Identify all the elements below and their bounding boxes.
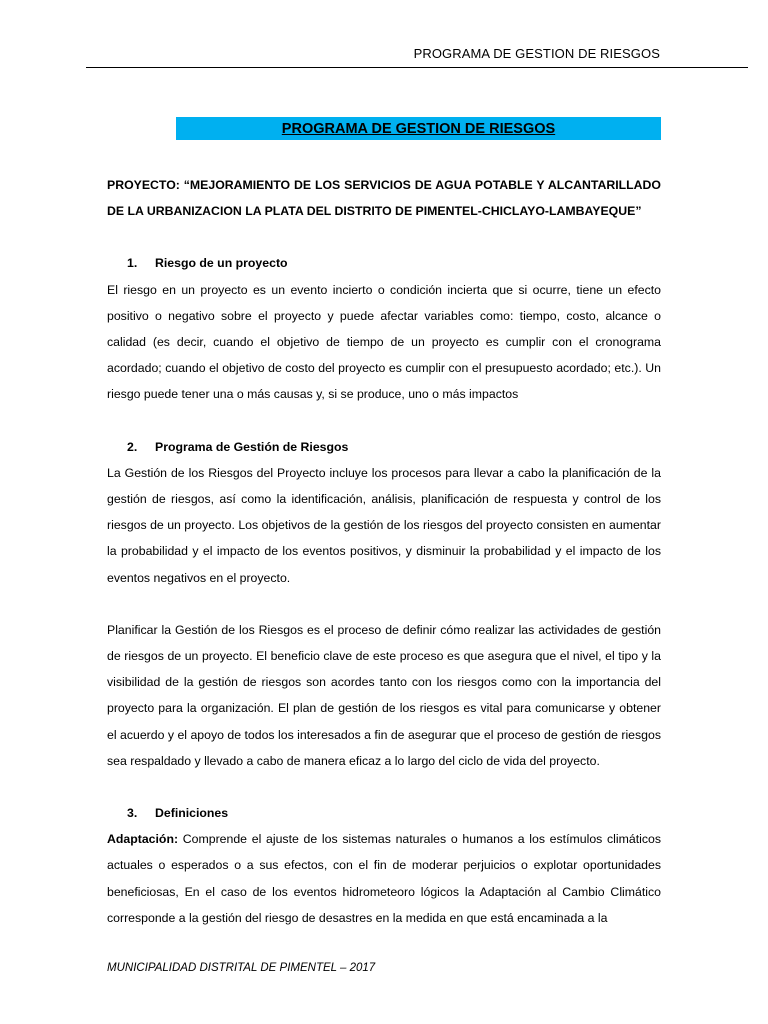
document-body: [107, 172, 661, 931]
page-footer: MUNICIPALIDAD DISTRITAL DE PIMENTEL – 2017: [107, 962, 376, 974]
section-paragraph: La Gestión de los Riesgos del Proyecto incluye los procesos para llevar a cabo la planificación de la gestión de riesgos, así como la identificación, análisis, planificación de respuesta y control de los riesgos de un proyecto. Los objetivos de la gestión de los riesgos del proyecto consisten en aumentar la probabilidad y el impacto de los eventos positivos, y disminuir la probabilidad y el impacto de los eventos negativos en el proyecto.: [107, 465, 661, 585]
spacer: [107, 774, 661, 800]
section-paragraph: El riesgo en un proyecto es un evento incierto o condición incierta que si ocurre, tiene un efecto positivo o negativo sobre el proyecto y puede afectar variables como: tiempo, costo, alcance o calidad (es decir, cuando el objetivo de tiempo de un proyecto es cumplir con el cronograma acordado; cuando el objetivo de costo del proyecto es cumplir con el presupuesto acordado; etc.). Un riesgo puede tener una o más causas y, si se produce, uno o más impactos: [107, 282, 661, 402]
section-number: 3.: [127, 806, 138, 821]
spacer: [107, 591, 661, 617]
running-header: PROGRAMA DE GESTION DE RIESGOS: [413, 46, 660, 61]
document-title-banner: [176, 117, 661, 140]
section-number: 2.: [127, 439, 138, 454]
section-title: Definiciones: [155, 806, 229, 821]
spacer: [107, 408, 661, 434]
document-title: PROGRAMA DE GESTION DE RIESGOS: [281, 120, 556, 137]
section-title: Riesgo de un proyecto: [155, 256, 288, 271]
definition-text: Comprende el ajuste de los sistemas naturales o humanos a los estímulos climáticos actuales o esperados o a sus efectos, con el fin de moderar perjuicios o explotar oportunidades beneficiosas, En el caso de los eventos hidrometeoro lógicos la Adaptación al Cambio Climático corresponde a la gestión del riesgo de desastres en la medida en que está encaminada a la: [107, 832, 661, 925]
section-heading-3: [107, 800, 661, 826]
header-divider: [86, 67, 748, 68]
section-heading-1: [107, 250, 661, 276]
section-heading-2: [107, 434, 661, 460]
definition-term: Adaptación:: [107, 832, 179, 847]
spacer: [107, 224, 661, 250]
definition-paragraph: [107, 826, 661, 931]
section-paragraph: Planificar la Gestión de los Riesgos es el proceso de definir cómo realizar las actividades de gestión de riesgos de un proyecto. El beneficio clave de este proceso es que asegura que el nivel, el tipo y la visibilidad de la gestión de riesgos son acordes tanto con los riesgos como con la importancia del proyecto para la organización. El plan de gestión de los riesgos es vital para comunicarse y obtener el acuerdo y el apoyo de todos los interesados a fin de asegurar que el proceso de gestión de riesgos sea respaldado y llevado a cabo de manera eficaz a lo largo del ciclo de vida del proyecto.: [107, 622, 661, 768]
section-title: Programa de Gestión de Riesgos: [155, 439, 349, 454]
section-number: 1.: [127, 256, 138, 271]
project-title: PROYECTO: “MEJORAMIENTO DE LOS SERVICIOS DE AGUA POTABLE Y ALCANTARILLADO DE LA URBANIZACION LA PLATA DEL DISTRITO DE PIMENTEL-CHICLAYO-LAMBAYEQUE”: [107, 178, 661, 219]
